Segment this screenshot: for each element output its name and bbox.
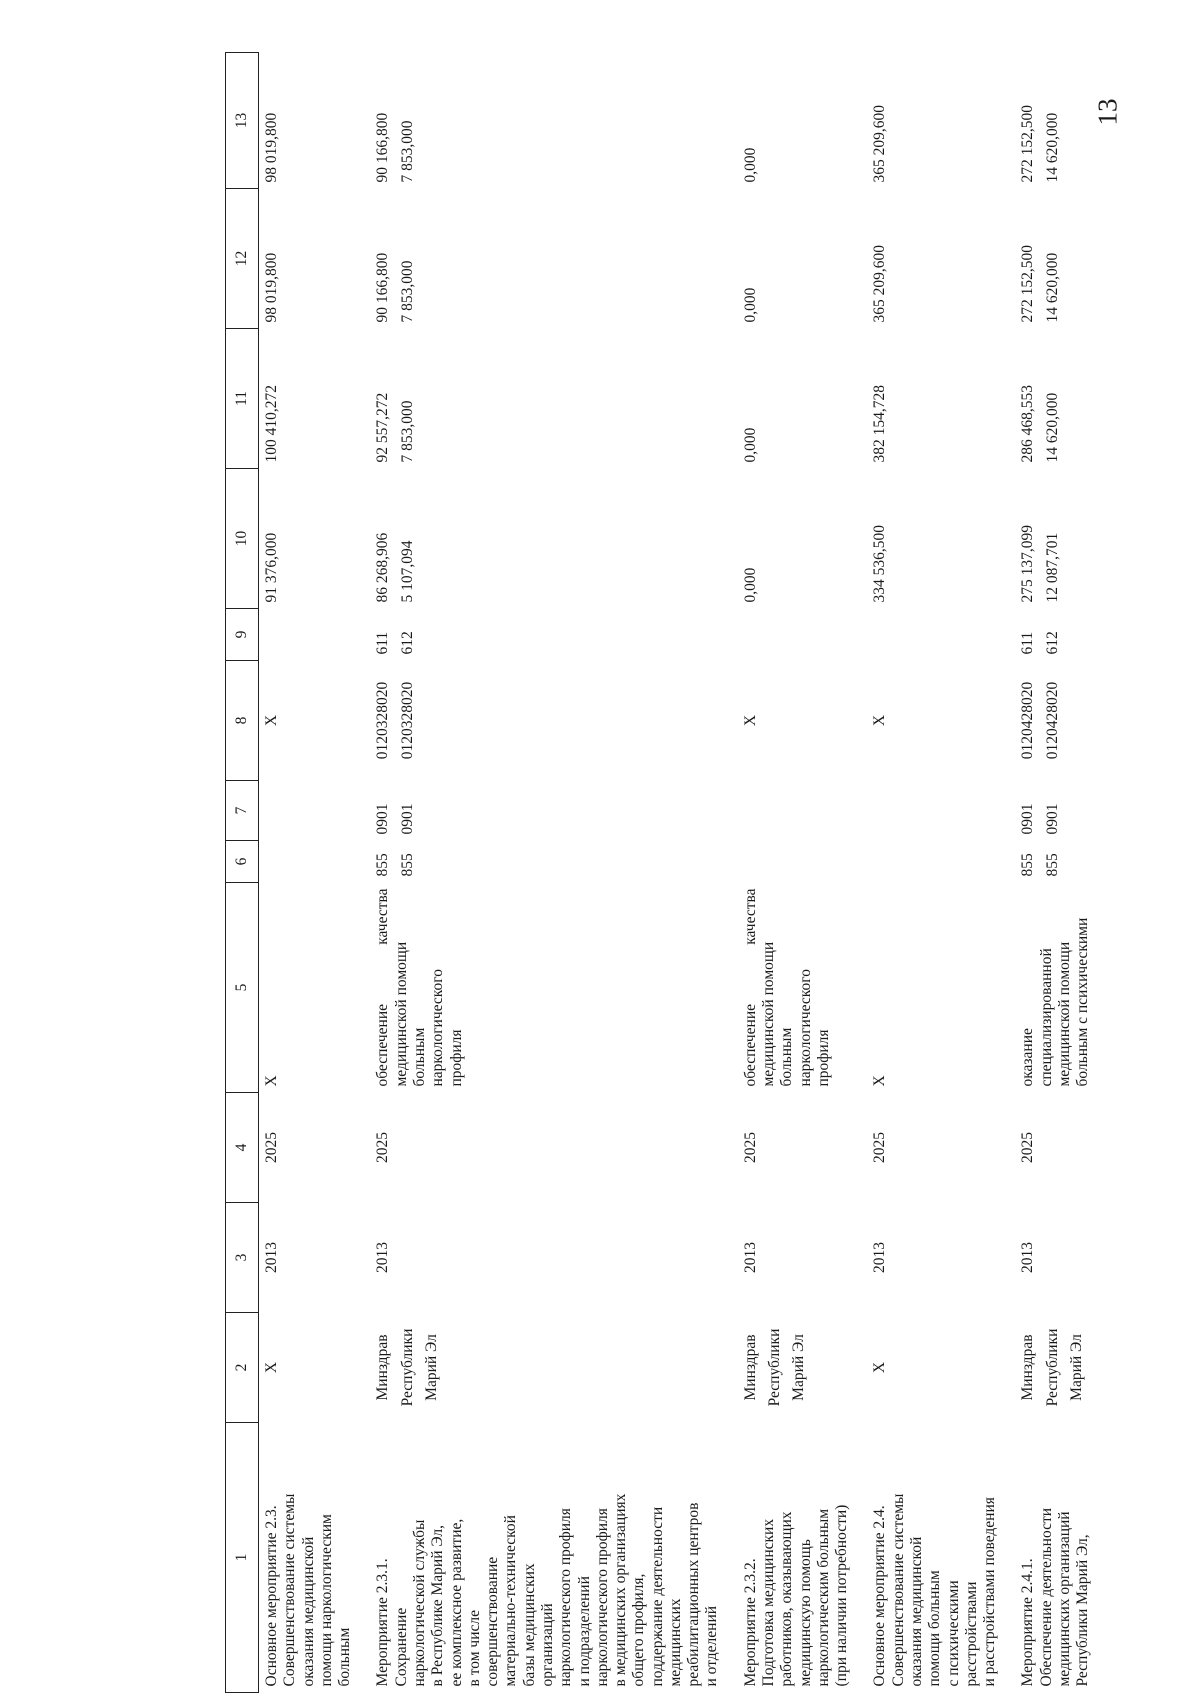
cell-line: 90 166,800: [374, 252, 392, 323]
year-col-10-cell: [738, 469, 856, 609]
cell-line: больным с психическими: [1074, 917, 1092, 1087]
cell-line: [263, 615, 281, 655]
cell-line: 7 853,000: [398, 120, 416, 183]
cell-line: и отделений: [703, 1605, 721, 1687]
section-code-cell: [867, 781, 1003, 841]
cell-line: [742, 847, 760, 877]
column-header-12: 12: [226, 189, 259, 329]
cell-line: 0901: [398, 803, 416, 835]
cell-line: [287, 787, 305, 835]
cell-line: обеспечение качества: [741, 888, 759, 1087]
year-col-11-cell: [1015, 329, 1096, 469]
executor-cell: [370, 1313, 725, 1423]
expected-result-cell: [867, 883, 1003, 1093]
cell-line: 0901: [1019, 803, 1037, 835]
cell-line: [896, 335, 914, 463]
cell-line: [287, 475, 305, 603]
executor-cell: [738, 1313, 856, 1423]
cell-line: Х: [871, 1075, 889, 1087]
cell-line: Марий Эл: [1067, 1334, 1085, 1401]
cell-line: Основное мероприятие 2.3.: [263, 1505, 280, 1687]
column-header-6: 6: [226, 841, 259, 883]
cell-line: общего профиля,: [630, 1573, 648, 1687]
cell-line: [871, 615, 889, 655]
column-header-8: 8: [226, 661, 259, 781]
cell-line: Минздрав: [374, 1334, 392, 1401]
cell-line: Республики Марий Эл,: [1074, 1534, 1092, 1687]
cell-line: 275 137,099: [1019, 525, 1037, 603]
activity-name-cell: [1015, 1423, 1096, 1693]
cell-line: Республики: [766, 1328, 784, 1407]
cell-line: базы медицинских: [520, 1563, 538, 1687]
cell-line: [871, 787, 889, 835]
cell-line: [895, 847, 913, 877]
row-spacer: [726, 53, 738, 1693]
cell-line: Х: [871, 714, 889, 727]
start-year-cell: 2013: [263, 1242, 280, 1273]
cell-line: 98 019,800: [263, 112, 280, 183]
year-col-10-cell: [867, 469, 1003, 609]
cell-line: [263, 847, 281, 877]
cell-line: Подготовка медицинских: [760, 1518, 778, 1687]
cell-line: профиля: [447, 1029, 465, 1087]
year-col-11-cell: [259, 329, 359, 469]
cell-line: 334 536,500: [871, 525, 889, 603]
cell-line: специализированной: [1037, 948, 1055, 1087]
rotated-sheet: [225, 53, 1200, 1693]
cell-line: и расстройствами поведения: [981, 1497, 999, 1687]
cell-line: Марий Эл: [422, 1334, 440, 1401]
year-col-12-cell: [370, 189, 725, 329]
column-header-10: 10: [226, 469, 259, 609]
cell-line: 365 209,600: [871, 245, 889, 323]
cell-line: 365 209,600: [871, 105, 889, 183]
cell-line: 100 410,272: [263, 385, 280, 463]
cell-line: Х: [741, 714, 759, 727]
cell-line: [871, 847, 889, 877]
cell-line: [766, 615, 784, 655]
section-code-cell: [1015, 781, 1096, 841]
section-code-cell: [370, 781, 725, 841]
grbs-code-cell: [259, 841, 359, 883]
cell-line: Х: [263, 714, 280, 727]
table-row: [738, 53, 856, 1693]
cell-line: 612: [1043, 631, 1061, 655]
table-row: [1015, 53, 1096, 1693]
cell-line: [896, 667, 914, 775]
cell-line: [287, 195, 305, 323]
cell-line: в медицинских организациях: [612, 1493, 630, 1687]
column-header-3: 3: [226, 1203, 259, 1313]
cell-line: 14 620,000: [1043, 252, 1061, 323]
cell-line: 12 087,701: [1043, 532, 1061, 603]
end-year-cell: 2025: [374, 1132, 392, 1163]
year-col-11-cell: [738, 329, 856, 469]
target-item-code-cell: [867, 661, 1003, 781]
cell-line: 91 376,000: [263, 532, 280, 603]
cell-line: 0,000: [741, 147, 759, 183]
start-year-cell: 2013: [871, 1242, 889, 1273]
cell-line: больным: [410, 1027, 428, 1087]
cell-line: 0,000: [741, 427, 759, 463]
cell-line: поддержание деятельности: [648, 1506, 666, 1687]
expense-type-cell: [867, 609, 1003, 661]
cell-line: наркологического профиля: [593, 1508, 611, 1687]
target-item-code-cell: [370, 661, 725, 781]
cell-line: Республики: [398, 1328, 416, 1407]
cell-line: в Республике Марий Эл,: [429, 1524, 447, 1687]
grbs-code-cell: [738, 841, 856, 883]
start-year-cell: 2013: [741, 1242, 759, 1273]
cell-line: Минздрав: [1019, 1334, 1037, 1401]
cell-line: Обеспечение деятельности: [1037, 1507, 1055, 1687]
cell-line: [766, 475, 784, 603]
cell-line: 272 152,500: [1019, 245, 1037, 323]
cell-line: наркологического: [796, 968, 814, 1087]
cell-line: наркологическим больным: [814, 1508, 832, 1687]
year-col-10-cell: [370, 469, 725, 609]
cell-line: Совершенствование системы: [281, 1493, 299, 1687]
column-header-13: 13: [226, 53, 259, 189]
cell-line: работников, оказывающих: [778, 1511, 796, 1687]
column-header-7: 7: [226, 781, 259, 841]
year-col-13-cell: [867, 53, 1003, 189]
cell-line: медицинской помощи: [760, 941, 778, 1087]
cell-line: Совершенствование системы: [889, 1493, 907, 1687]
cell-line: больным: [778, 1027, 796, 1087]
budget-table: [225, 52, 1097, 1693]
end-year-cell: 2025: [741, 1132, 759, 1163]
grbs-code-cell: [867, 841, 1003, 883]
cell-line: [766, 195, 784, 323]
expense-type-cell: [259, 609, 359, 661]
cell-line: наркологического профиля: [557, 1508, 575, 1687]
cell-line: [766, 667, 784, 775]
cell-line: 855: [1019, 853, 1037, 877]
cell-line: медицинскую помощь: [796, 1539, 814, 1687]
executor-cell: Х: [263, 1361, 280, 1374]
cell-line: оказание: [1019, 1028, 1037, 1087]
year-col-12-cell: [867, 189, 1003, 329]
cell-line: и подразделений: [575, 1576, 593, 1687]
cell-line: обеспечение качества: [374, 888, 392, 1087]
cell-line: 0120428020: [1043, 681, 1061, 760]
cell-line: 855: [398, 853, 416, 877]
cell-line: реабилитационных центров: [685, 1502, 703, 1687]
table-body: [259, 53, 1097, 1693]
page-number: 13: [1092, 98, 1123, 126]
cell-line: 286 468,553: [1019, 385, 1037, 463]
cell-line: [896, 475, 914, 603]
cell-line: наркологического: [429, 968, 447, 1087]
cell-line: 7 853,000: [398, 260, 416, 323]
cell-line: [766, 59, 784, 183]
expected-result-cell: [738, 883, 856, 1093]
activity-name-cell: [259, 1423, 359, 1693]
column-header-9: 9: [226, 609, 259, 661]
cell-line: 382 154,728: [871, 385, 889, 463]
column-header-11: 11: [226, 329, 259, 469]
cell-line: 611: [1019, 631, 1037, 655]
cell-line: Основное мероприятие 2.4.: [871, 1505, 889, 1687]
section-code-cell: [259, 781, 359, 841]
year-col-13-cell: [370, 53, 725, 189]
cell-line: 855: [374, 853, 392, 877]
cell-line: Мероприятие 2.3.2.: [741, 1558, 759, 1687]
cell-line: Мероприятие 2.3.1.: [374, 1558, 392, 1687]
year-col-12-cell: [738, 189, 856, 329]
header-row: [226, 53, 259, 1693]
year-col-10-cell: [259, 469, 359, 609]
cell-line: в том числе: [465, 1610, 483, 1687]
cell-line: Республики: [1043, 1328, 1061, 1407]
end-year-cell: 2025: [1019, 1132, 1037, 1163]
executor-cell: [1015, 1313, 1096, 1423]
cell-line: оказания медицинской: [299, 1536, 317, 1687]
year-col-12-cell: [1015, 189, 1096, 329]
cell-line: 98 019,800: [263, 252, 280, 323]
cell-line: оказания медицинской: [908, 1536, 925, 1687]
cell-line: [287, 847, 305, 877]
cell-line: 90 166,800: [374, 112, 392, 183]
cell-line: Минздрав: [741, 1334, 759, 1401]
cell-line: Сохранение: [392, 1607, 410, 1687]
cell-line: Х: [263, 1075, 280, 1087]
expected-result-cell: [1015, 883, 1096, 1093]
cell-line: медицинской помощи: [392, 941, 410, 1087]
cell-line: 14 620,000: [1043, 392, 1061, 463]
cell-line: 0,000: [741, 567, 759, 603]
cell-line: 0120328020: [374, 681, 392, 760]
cell-line: [742, 615, 760, 655]
year-col-13-cell: [259, 53, 359, 189]
cell-line: [895, 787, 913, 835]
cell-line: медицинских организаций: [1055, 1511, 1073, 1687]
cell-line: 0,000: [741, 287, 759, 323]
cell-line: 272 152,500: [1019, 105, 1037, 183]
cell-line: [287, 59, 305, 183]
cell-line: 611: [374, 631, 392, 655]
end-year-cell: 2025: [871, 1132, 889, 1163]
cell-line: [896, 195, 914, 323]
cell-line: [742, 787, 760, 835]
cell-line: медицинских: [666, 1598, 684, 1687]
cell-line: помощи наркологическим: [317, 1514, 335, 1687]
cell-line: 0120428020: [1019, 681, 1037, 760]
expense-type-cell: [370, 609, 725, 661]
cell-line: Марий Эл: [790, 1334, 808, 1401]
cell-line: организаций: [538, 1603, 556, 1687]
row-spacer: [855, 53, 867, 1693]
column-header-4: 4: [226, 1093, 259, 1203]
cell-line: расстройствами: [962, 1581, 980, 1687]
expense-type-cell: [1015, 609, 1096, 661]
cell-line: 86 268,906: [374, 532, 392, 603]
cell-line: материально-технической: [502, 1515, 520, 1687]
cell-line: [263, 787, 281, 835]
cell-line: с психическими: [944, 1580, 962, 1687]
expense-type-cell: [738, 609, 856, 661]
executor-cell: Х: [871, 1361, 889, 1374]
cell-line: [766, 335, 784, 463]
cell-line: [895, 615, 913, 655]
table-row: [370, 53, 725, 1693]
cell-line: [287, 615, 305, 655]
cell-line: помощи больным: [926, 1570, 944, 1687]
cell-line: [766, 847, 784, 877]
expected-result-cell: [370, 883, 725, 1093]
end-year-cell: 2025: [263, 1132, 280, 1163]
row-spacer: [358, 53, 370, 1693]
column-header-2: 2: [226, 1313, 259, 1423]
cell-line: медицинской помощи: [1055, 941, 1073, 1087]
cell-line: [896, 59, 914, 183]
activity-name-cell: [370, 1423, 725, 1693]
cell-line: [766, 787, 784, 835]
cell-line: ее комплексное развитие,: [447, 1518, 465, 1687]
grbs-code-cell: [1015, 841, 1096, 883]
target-item-code-cell: [259, 661, 359, 781]
column-header-5: 5: [226, 883, 259, 1093]
activity-name-cell: [738, 1423, 856, 1693]
cell-line: больным: [336, 1627, 354, 1687]
row-spacer: [1003, 53, 1015, 1693]
table-row: [259, 53, 359, 1693]
section-code-cell: [738, 781, 856, 841]
cell-line: Мероприятие 2.4.1.: [1019, 1558, 1037, 1687]
start-year-cell: 2013: [374, 1242, 392, 1273]
target-item-code-cell: [738, 661, 856, 781]
start-year-cell: 2013: [1019, 1242, 1037, 1273]
year-col-13-cell: [738, 53, 856, 189]
cell-line: 612: [398, 631, 416, 655]
activity-name-cell: [867, 1423, 1003, 1693]
target-item-code-cell: [1015, 661, 1096, 781]
cell-line: профиля: [814, 1029, 832, 1087]
cell-line: 855: [1043, 853, 1061, 877]
year-col-12-cell: [259, 189, 359, 329]
cell-line: 14 620,000: [1043, 112, 1061, 183]
column-header-1: 1: [226, 1423, 259, 1693]
year-col-11-cell: [867, 329, 1003, 469]
cell-line: 0901: [1043, 803, 1061, 835]
year-col-10-cell: [1015, 469, 1096, 609]
cell-line: 92 557,272: [374, 392, 392, 463]
cell-line: наркологической службы: [410, 1519, 428, 1687]
grbs-code-cell: [370, 841, 725, 883]
table-row: [867, 53, 1003, 1693]
cell-line: [287, 335, 305, 463]
cell-line: 7 853,000: [398, 400, 416, 463]
cell-line: совершенствование: [484, 1556, 502, 1687]
cell-line: [287, 667, 305, 775]
cell-line: 5 107,094: [398, 540, 416, 603]
year-col-13-cell: [1015, 53, 1096, 189]
cell-line: (при наличии потребности): [833, 1504, 851, 1687]
cell-line: 0901: [374, 803, 392, 835]
year-col-11-cell: [370, 329, 725, 469]
cell-line: 0120328020: [398, 681, 416, 760]
expected-result-cell: [259, 883, 359, 1093]
